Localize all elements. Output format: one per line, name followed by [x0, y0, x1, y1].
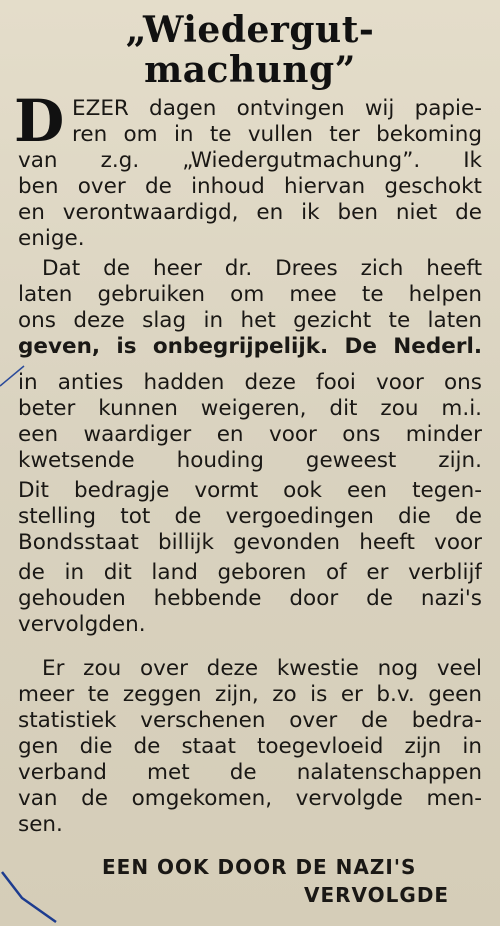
text-line: kwetsende houding geweest zijn.	[18, 448, 482, 473]
text-line: de in dit land geboren of er verblijf	[18, 560, 482, 585]
text-line: en verontwaardigd, en ik ben niet de	[18, 200, 482, 225]
text-line: Dat de heer dr. Drees zich heeft	[42, 256, 482, 281]
signature-line-1: EEN OOK DOOR DE NAZI'S	[102, 855, 417, 879]
text-line: laten gebruiken om mee te helpen	[18, 282, 482, 307]
text-line: meer te zeggen zijn, zo is er b.v. geen	[18, 682, 482, 707]
text-line: ben over de inhoud hiervan geschokt	[18, 174, 482, 199]
headline-line-2: machung”	[144, 49, 356, 91]
text-line: sen.	[18, 812, 63, 837]
text-line: in anties hadden deze fooi voor ons	[18, 370, 482, 395]
headline-line-1: „Wiedergut-	[125, 9, 375, 51]
text-line: van de omgekomen, vervolgde men-	[18, 786, 482, 811]
text-line: een waardiger en voor ons minder	[18, 422, 482, 447]
text-line: van z.g. „Wiedergutmachung”. Ik	[18, 148, 482, 173]
text-line: ren om in te vullen ter bekoming	[72, 122, 482, 147]
text-line: statistiek verschenen over de bedra-	[18, 708, 482, 733]
text-line: Bondsstaat billijk gevonden heeft voor	[18, 530, 482, 555]
text-line: enige.	[18, 226, 85, 251]
text-line: ons deze slag in het gezicht te laten	[18, 308, 482, 333]
drop-cap: D	[14, 87, 65, 155]
text-line: EZER dagen ontvingen wij papie-	[72, 96, 482, 121]
signature-line-2: VERVOLGDE	[304, 883, 450, 907]
text-line: geven, is onbegrijpelijk. De Nederl.	[18, 334, 482, 359]
text-line: verband met de nalatenschappen	[18, 760, 482, 785]
text-line: vervolgden.	[18, 612, 146, 637]
text-line: Er zou over deze kwestie nog veel	[42, 656, 482, 681]
text-line: gen die de staat toegevloeid zijn in	[18, 734, 482, 759]
text-line: beter kunnen weigeren, dit zou m.i.	[18, 396, 482, 421]
text-line: Dit bedragje vormt ook een tegen-	[18, 478, 482, 503]
text-line: gehouden hebbende door de nazi's	[18, 586, 482, 611]
text-line: stelling tot de vergoedingen die de	[18, 504, 482, 529]
